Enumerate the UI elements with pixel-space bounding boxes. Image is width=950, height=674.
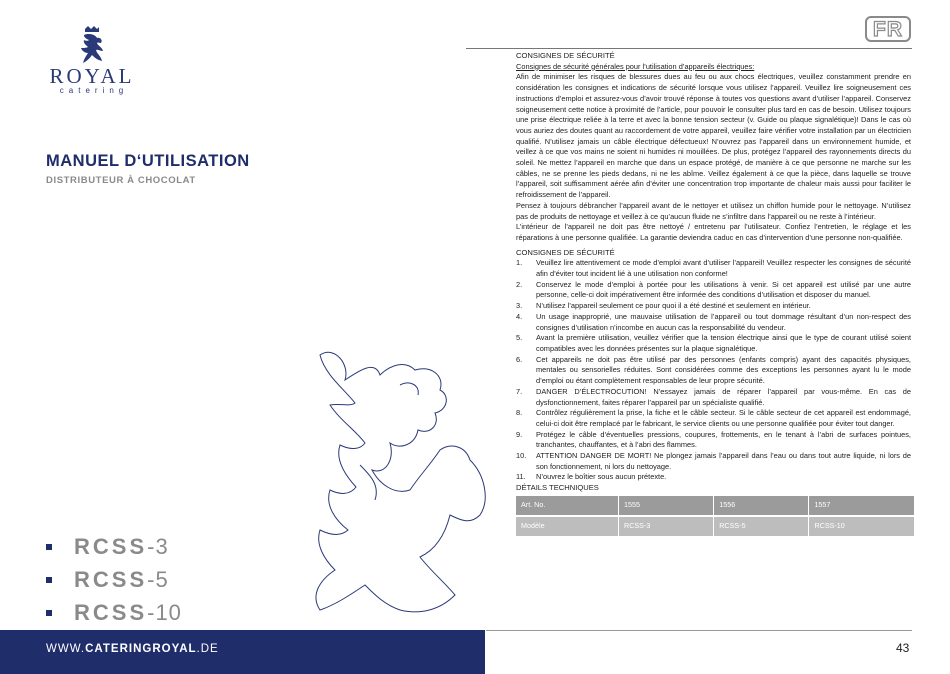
page-title: MANUEL D‘UTILISATION	[46, 152, 250, 170]
list-item	[516, 280, 911, 301]
website-prefix: WWW.	[46, 643, 86, 655]
list-item	[516, 387, 911, 408]
main-content	[516, 51, 911, 538]
list-number: 6.	[516, 354, 523, 364]
list-text: Avant la première utilisation, veuillez vérifier que la tension électrique ainsi que le type de courant utilisé soient compatibles avec les données présentes sur la plaque signalétique.	[536, 333, 911, 353]
list-item	[516, 408, 911, 429]
table-cell: Modèle	[516, 517, 618, 536]
safety-list	[516, 258, 911, 483]
table-cell: RCSS-10	[809, 517, 914, 536]
paragraph: Pensez à toujours débrancher l’appareil avant de le nettoyer et utilisez un chiffon humide pour le nettoyage. N’utilisez pas de produits de nettoyage et veillez à ce qu’aucun fluide ne s’infiltre dans l’appareil ou ne reste à l’intérieur.	[516, 200, 911, 221]
list-text: ATTENTION DANGER DE MORT! Ne plongez jamais l’appareil dans l’eau ou dans tout autre liquide, ni lors de son fonctionnement, ni lors du nettoyage.	[536, 451, 911, 471]
tech-table	[515, 494, 915, 538]
model-list	[46, 530, 182, 629]
list-item	[516, 355, 911, 387]
table-cell: Art. No.	[516, 496, 618, 515]
paragraph: L’intérieur de l’appareil ne doit pas être nettoyé / entretenu par l’utilisateur. Confiez l’entretien, le réglage et les réparations à une personne qualifiée. La garantie deviendra caduc en cas d’intervention d’une personne non-qualifiée.	[516, 222, 911, 242]
brand-logo	[42, 26, 142, 95]
model-number: -10	[147, 599, 182, 625]
list-item	[516, 451, 911, 472]
list-text: Contrôlez régulièrement la prise, la fiche et le câble secteur. Si le câble secteur de cet appareil est endommagé, celui-ci doit être remplacé par le fabricant, le service clients ou une personne qualifiée pour éviter tout danger.	[536, 408, 911, 428]
list-item	[516, 472, 911, 483]
list-item	[516, 430, 911, 451]
list-text: Cet appareils ne doit pas être utilisé par des personnes (enfants compris) ayant des capacités physiques, mentales ou sensorielles réduites. Sont considérées comme des exceptions les personnes ayant lu le mode d’emploi ou étant complètement responsables de leur propre sécurité.	[536, 354, 911, 386]
bullet-icon	[46, 610, 52, 616]
section-subheading: Consignes de sécurité générales pour l’utilisation d’appareils électriques:	[516, 61, 755, 71]
list-number: 4.	[516, 311, 523, 321]
table-cell: 1556	[714, 496, 808, 515]
brand-tagline: catering	[59, 86, 129, 95]
model-item	[46, 596, 182, 629]
model-item	[46, 530, 182, 563]
list-text: Conservez le mode d’emploi à portée pour les utilisations à venir. Si cet appareil est utilisé par une autre personne, celle-ci doit impérativement être informée des conditions d’utilisation et disposer du manuel.	[536, 279, 911, 300]
list-item	[516, 258, 911, 279]
section-heading: CONSIGNES DE SÉCURITÉ	[516, 247, 615, 257]
table-row	[516, 517, 914, 536]
language-badge	[865, 16, 911, 42]
model-number: -3	[147, 533, 169, 559]
divider	[486, 630, 912, 631]
page-number: 43	[896, 641, 910, 655]
model-code: RCSS	[74, 599, 148, 625]
bullet-icon	[46, 577, 52, 583]
table-cell: 1555	[619, 496, 713, 515]
list-item	[516, 312, 911, 333]
model-code: RCSS	[74, 533, 148, 559]
list-number: 9.	[516, 429, 523, 439]
website-domain: CATERINGROYAL	[85, 643, 197, 655]
list-number: 3.	[516, 301, 523, 311]
page-subtitle: DISTRIBUTEUR À CHOCOLAT	[46, 175, 196, 186]
bullet-icon	[46, 544, 52, 550]
model-number: -5	[147, 566, 169, 592]
lion-outline-watermark-icon	[300, 325, 500, 625]
list-text: Veuillez lire attentivement ce mode d’emploi avant d’utiliser l’appareil! Veuillez respecter les consignes de sécurité afin d’éviter tout incident lié à une utilisation non conforme!	[536, 258, 911, 279]
list-number: 5.	[516, 333, 523, 343]
list-text: N’utilisez l’appareil seulement ce pour quoi il a été destiné et seulement en intérieur.	[536, 301, 811, 311]
paragraph: Afin de minimiser les risques de blessures dues au feu ou aux chocs électriques, veuillez constamment prendre en considération les consignes et indications de sécurité lorsque vous utilisez l’appareil. Veuillez lire soigneusement ces instructions d’emploi et assurez-vous d’avoir trouvé réponse à toutes vos questions avant d’utiliser l’appareil. Conservez soigneusement cette notice à proximité de l’article, pour pouvoir le consulter plus tard en cas de besoin. Utilisez toujours une prise électrique reliée à la terre et avec la bonne tension secteur (v. Guide ou plaque signalétique)! Dans le cas où vous auriez des doutes quant au raccordement de votre appareil, veuillez faire vérifier votre installation par un électricien qualifié. N’utilisez jamais un câble électrique défectueux! N’ouvrez pas l’appareil dans un environnement humide, et veillez à ce que vos mains ne soient ni humides ni mouillées. De plus, protégez l’appareil des rayonnements directs du soleil. Ne mettez l’appareil en marche que dans un espace protégé, de manière à ce que personne ne marche sur les câbles, ne se prenne les pieds dedans, ni ne les abîme. Veillez également à ce que la pièce, dans laquelle se trouve l’appareil, soit suffisamment aérée afin d’éviter une concentration trop importante de chaleur mais aussi pour faciliter le refroidissement de l’appareil.	[516, 72, 911, 200]
brand-name: ROYAL	[49, 64, 135, 88]
list-item	[516, 333, 911, 354]
section-heading: DÉTAILS TECHNIQUES	[516, 483, 599, 493]
table-cell: RCSS-3	[619, 517, 713, 536]
model-code: RCSS	[74, 566, 148, 592]
language-code: FR	[873, 18, 903, 41]
model-item	[46, 563, 182, 596]
list-item	[516, 301, 911, 312]
list-text: DANGER D’ÉLECTROCUTION! N’essayez jamais de réparer l’appareil par vous-même. En cas de dysfonctionnement, faites réparer l’appareil par un spécialiste qualifié.	[536, 386, 911, 407]
list-text: Un usage inapproprié, une mauvaise utilisation de l’appareil ou tout dommage résultant d’un non-respect des consignes d’utilisation n’incombe en aucun cas la responsabilité du vendeur.	[536, 311, 911, 332]
lion-crest-icon	[76, 26, 108, 64]
website-suffix: .DE	[196, 643, 219, 655]
list-number: 8.	[516, 408, 523, 418]
table-cell: RCSS-5	[714, 517, 808, 536]
website-link[interactable]	[46, 643, 219, 655]
list-number: 10.	[516, 451, 527, 461]
list-number: 11.	[516, 472, 526, 482]
list-text: N’ouvrez le boîtier sous aucun prétexte.	[536, 472, 667, 482]
list-text: Protégez le câble d’éventuelles pressions, coupures, frottements, en le tenant à l’abri de surfaces pointues, tranchantes, chauffantes, et à l’abri des flammes.	[536, 429, 911, 450]
list-number: 7.	[516, 386, 523, 396]
list-number: 2.	[516, 279, 523, 289]
divider	[466, 48, 912, 49]
section-heading: CONSIGNES DE SÉCURITÉ	[516, 51, 615, 60]
table-cell: 1557	[809, 496, 914, 515]
list-number: 1.	[516, 258, 523, 268]
table-row	[516, 496, 914, 515]
